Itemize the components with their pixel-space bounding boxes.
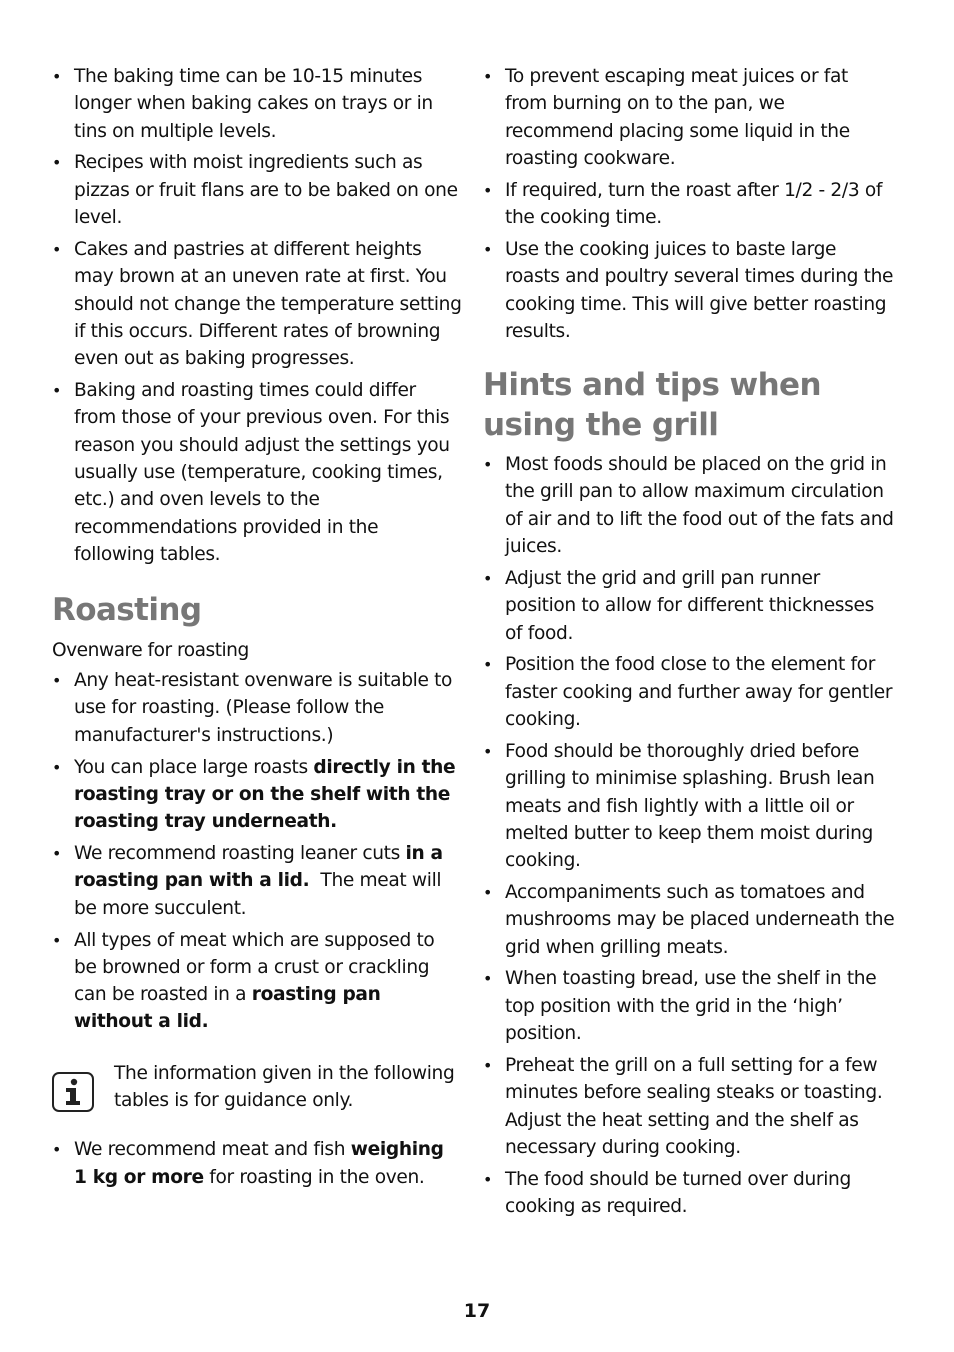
bullet-text: We recommend roasting leaner cuts [74,843,406,865]
bullet-text: You can place large roasts [74,756,314,778]
bullet-text: The meat will be more succulent. [74,870,447,919]
page-number: 17 [463,1300,491,1322]
info-icon [52,1072,94,1112]
list-item: • The baking time can be 10-15 minutes longer when baking cakes on trays or in tins on multiple levels. [52,63,462,145]
bullet-text: for roasting in the oven. [203,1166,425,1188]
info-note [52,1060,462,1115]
bullet-text: We recommend meat and fish [74,1139,351,1161]
roasting-tips-list [483,63,895,345]
list-item: • When toasting bread, use the shelf in the top position with the grid in the ‘high’ position. [483,965,895,1047]
list-item: • Preheat the grill on a full setting for a few minutes before sealing steaks or toasting. Adjust the heat setting and the shelf as necessary during cooking. [483,1052,895,1161]
list-item [52,667,462,749]
list-item: • Use the cooking juices to baste large roasts and poultry several times during the cooking time. This will give better roasting results. [483,236,895,345]
list-item: • Accompaniments such as tomatoes and mushrooms may be placed underneath the grid when grilling meats. [483,879,895,961]
list-item: • The food should be turned over during cooking as required. [483,1166,895,1221]
list-item: • Adjust the grid and grill pan runner position to allow for different thicknesses of food. [483,565,895,647]
list-item: • To prevent escaping meat juices or fat from burning on to the pan, we recommend placing some liquid in the roasting cookware. [483,63,895,172]
list-item: • Baking and roasting times could differ from those of your previous oven. For this reason you should adjust the settings you usually use (temperature, cooking times, etc.) and oven levels to the recommendations provided in the following tables. [52,377,462,568]
roasting-heading: Roasting [52,592,202,629]
list-item: • Recipes with moist ingredients such as pizzas or fruit flans are to be baked on one level. [52,149,462,231]
grill-tips-list [483,451,895,1220]
list-item: • Most foods should be placed on the grid in the grill pan to allow maximum circulation of air and to lift the food out of the fats and juices. [483,451,895,560]
baking-tips-list [52,63,462,568]
list-item: • Cakes and pastries at different heights may brown at an uneven rate at first. You should not change the temperature setting if this occurs. Different rates of browning even out as baking progresses. [52,236,462,372]
info-icon-glyph [61,1078,85,1106]
list-item [52,1136,462,1191]
bullet-emphasis: weighing 1 kg or more [74,1139,444,1188]
bullet-emphasis: in a roasting pan with a lid. [74,843,443,892]
ovenware-subheading: Ovenware for roasting [52,640,249,662]
ovenware-list [52,667,462,1036]
bullet-text: All types of meat which are supposed to be browned or form a crust or crackling can be roasted in a [74,929,435,1006]
right-column [483,63,895,1225]
bullet-emphasis: roasting pan without a lid. [74,984,381,1033]
grill-heading: Hints and tips when using the grill [483,367,821,444]
list-item [52,754,462,836]
list-item: • Position the food close to the element for faster cooking and further away for gentler cooking. [483,651,895,733]
info-note-text: The information given in the following tables is for guidance only. [114,1062,455,1112]
list-item [52,840,462,922]
weight-list [52,1136,462,1191]
list-item: • If required, turn the roast after 1/2 - 2/3 of the cooking time. [483,177,895,232]
list-item: • Food should be thoroughly dried before grilling to minimise splashing. Brush lean meats and fish lightly with a little oil or melted butter to keep them moist during cooking. [483,738,895,874]
left-column [52,63,462,1196]
bullet-emphasis: directly in the roasting tray or on the shelf with the roasting tray underneath. [74,756,456,833]
bullet-text: Any heat-resistant ovenware is suitable to use for roasting. (Please follow the manufacturer's instructions.) [74,670,453,746]
list-item [52,927,462,1036]
